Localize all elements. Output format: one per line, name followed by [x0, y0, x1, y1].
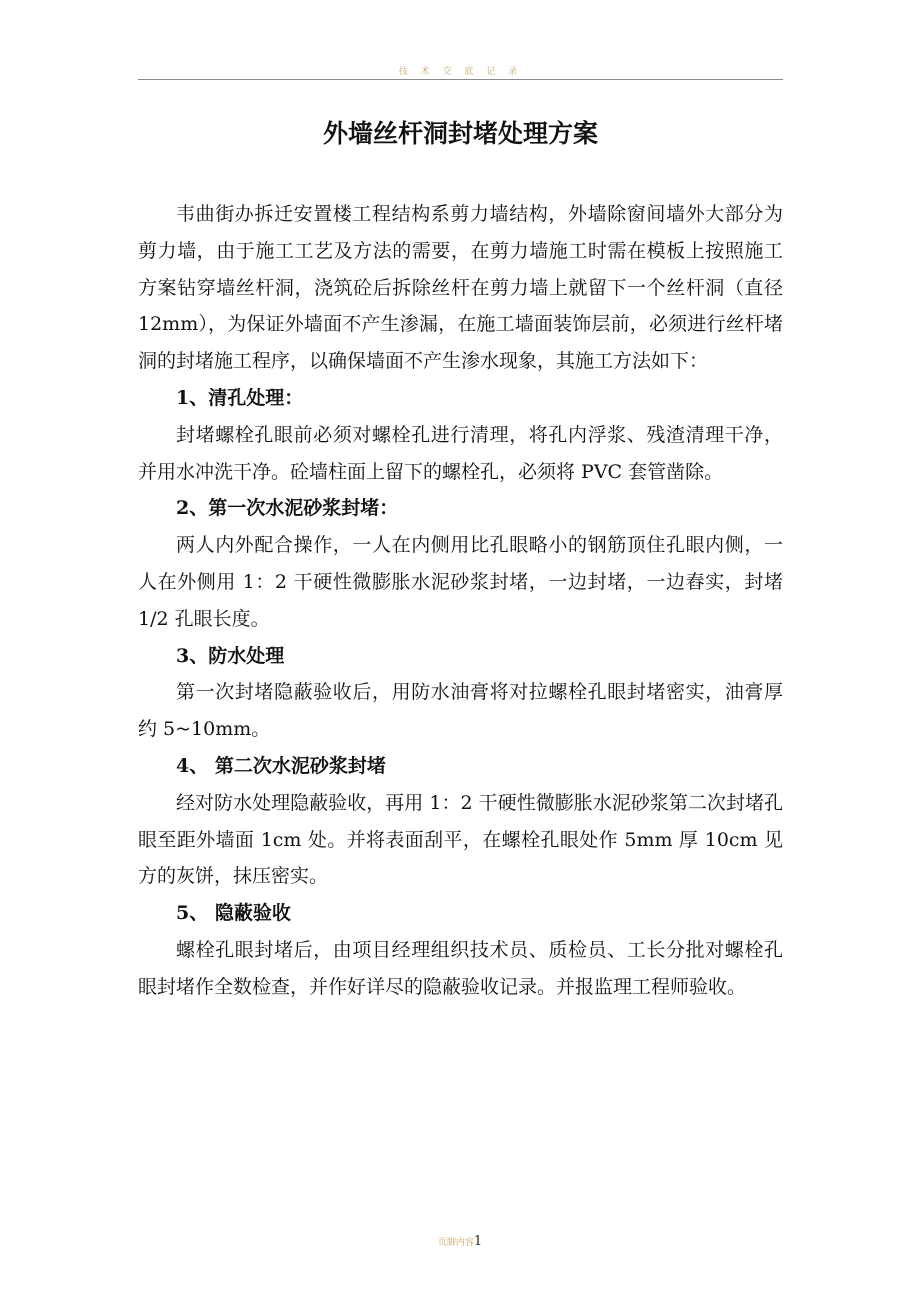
section-body-4: 经对防水处理隐蔽验收，再用 1：2 干硬性微膨胀水泥砂浆第二次封堵孔眼至距外墙面 1cm 处。并将表面刮平，在螺栓孔眼处作 5mm 厚 10cm 见方的灰饼，抹压密实。	[138, 791, 783, 888]
header-divider	[138, 79, 783, 80]
section-heading-1: 1、清孔处理：	[176, 386, 304, 409]
section-heading-2: 2、第一次水泥砂浆封堵：	[176, 497, 399, 520]
document-body	[138, 196, 783, 1006]
section-body-1: 封堵螺栓孔眼前必须对螺栓孔进行清理，将孔内浮浆、残渣清理干净，并用水冲洗干净。砼墙柱面上留下的螺栓孔，必须将 PVC 套管凿除。	[138, 423, 783, 483]
section-heading-4: 4、 第二次水泥砂浆封堵	[176, 754, 386, 777]
section-body-3: 第一次封堵隐蔽验收后，用防水油膏将对拉螺栓孔眼封堵密实，油膏厚约 5~10mm。	[138, 681, 783, 741]
section-body-2: 两人内外配合操作，一人在内侧用比孔眼略小的钢筋顶住孔眼内侧，一人在外侧用 1：2 干硬性微膨胀水泥砂浆封堵，一边封堵，一边舂实，封堵 1/2 孔眼长度。	[138, 534, 783, 630]
page-header: 技 术 交 底 记 录	[398, 67, 523, 77]
section-heading-5: 5、 隐蔽验收	[176, 902, 291, 925]
section-body-5: 螺栓孔眼封堵后，由项目经理组织技术员、质检员、工长分批对螺栓孔眼封堵作全数检查，并作好详尽的隐蔽验收记录。并报监理工程师验收。	[138, 938, 783, 998]
section-heading-3: 3、防水处理	[176, 644, 285, 667]
intro-paragraph: 韦曲街办拆迁安置楼工程结构系剪力墙结构，外墙除窗间墙外大部分为剪力墙，由于施工工艺及方法的需要，在剪力墙施工时需在模板上按照施工方案钻穿墙丝杆洞，浇筑砼后拆除丝杆在剪力墙上就留下一个丝杆洞（直径 12mm），为保证外墙面不产生渗漏，在施工墙面装饰层前，必须进行丝杆堵洞的封堵施工程序，以确保墙面不产生渗水现象，其施工方法如下：	[138, 203, 783, 373]
page-footer	[0, 1234, 920, 1249]
page-number: 1	[473, 1234, 483, 1249]
footer-label: 页脚内容	[437, 1238, 474, 1248]
document-title: 外墙丝杆洞封堵处理方案	[322, 119, 598, 148]
